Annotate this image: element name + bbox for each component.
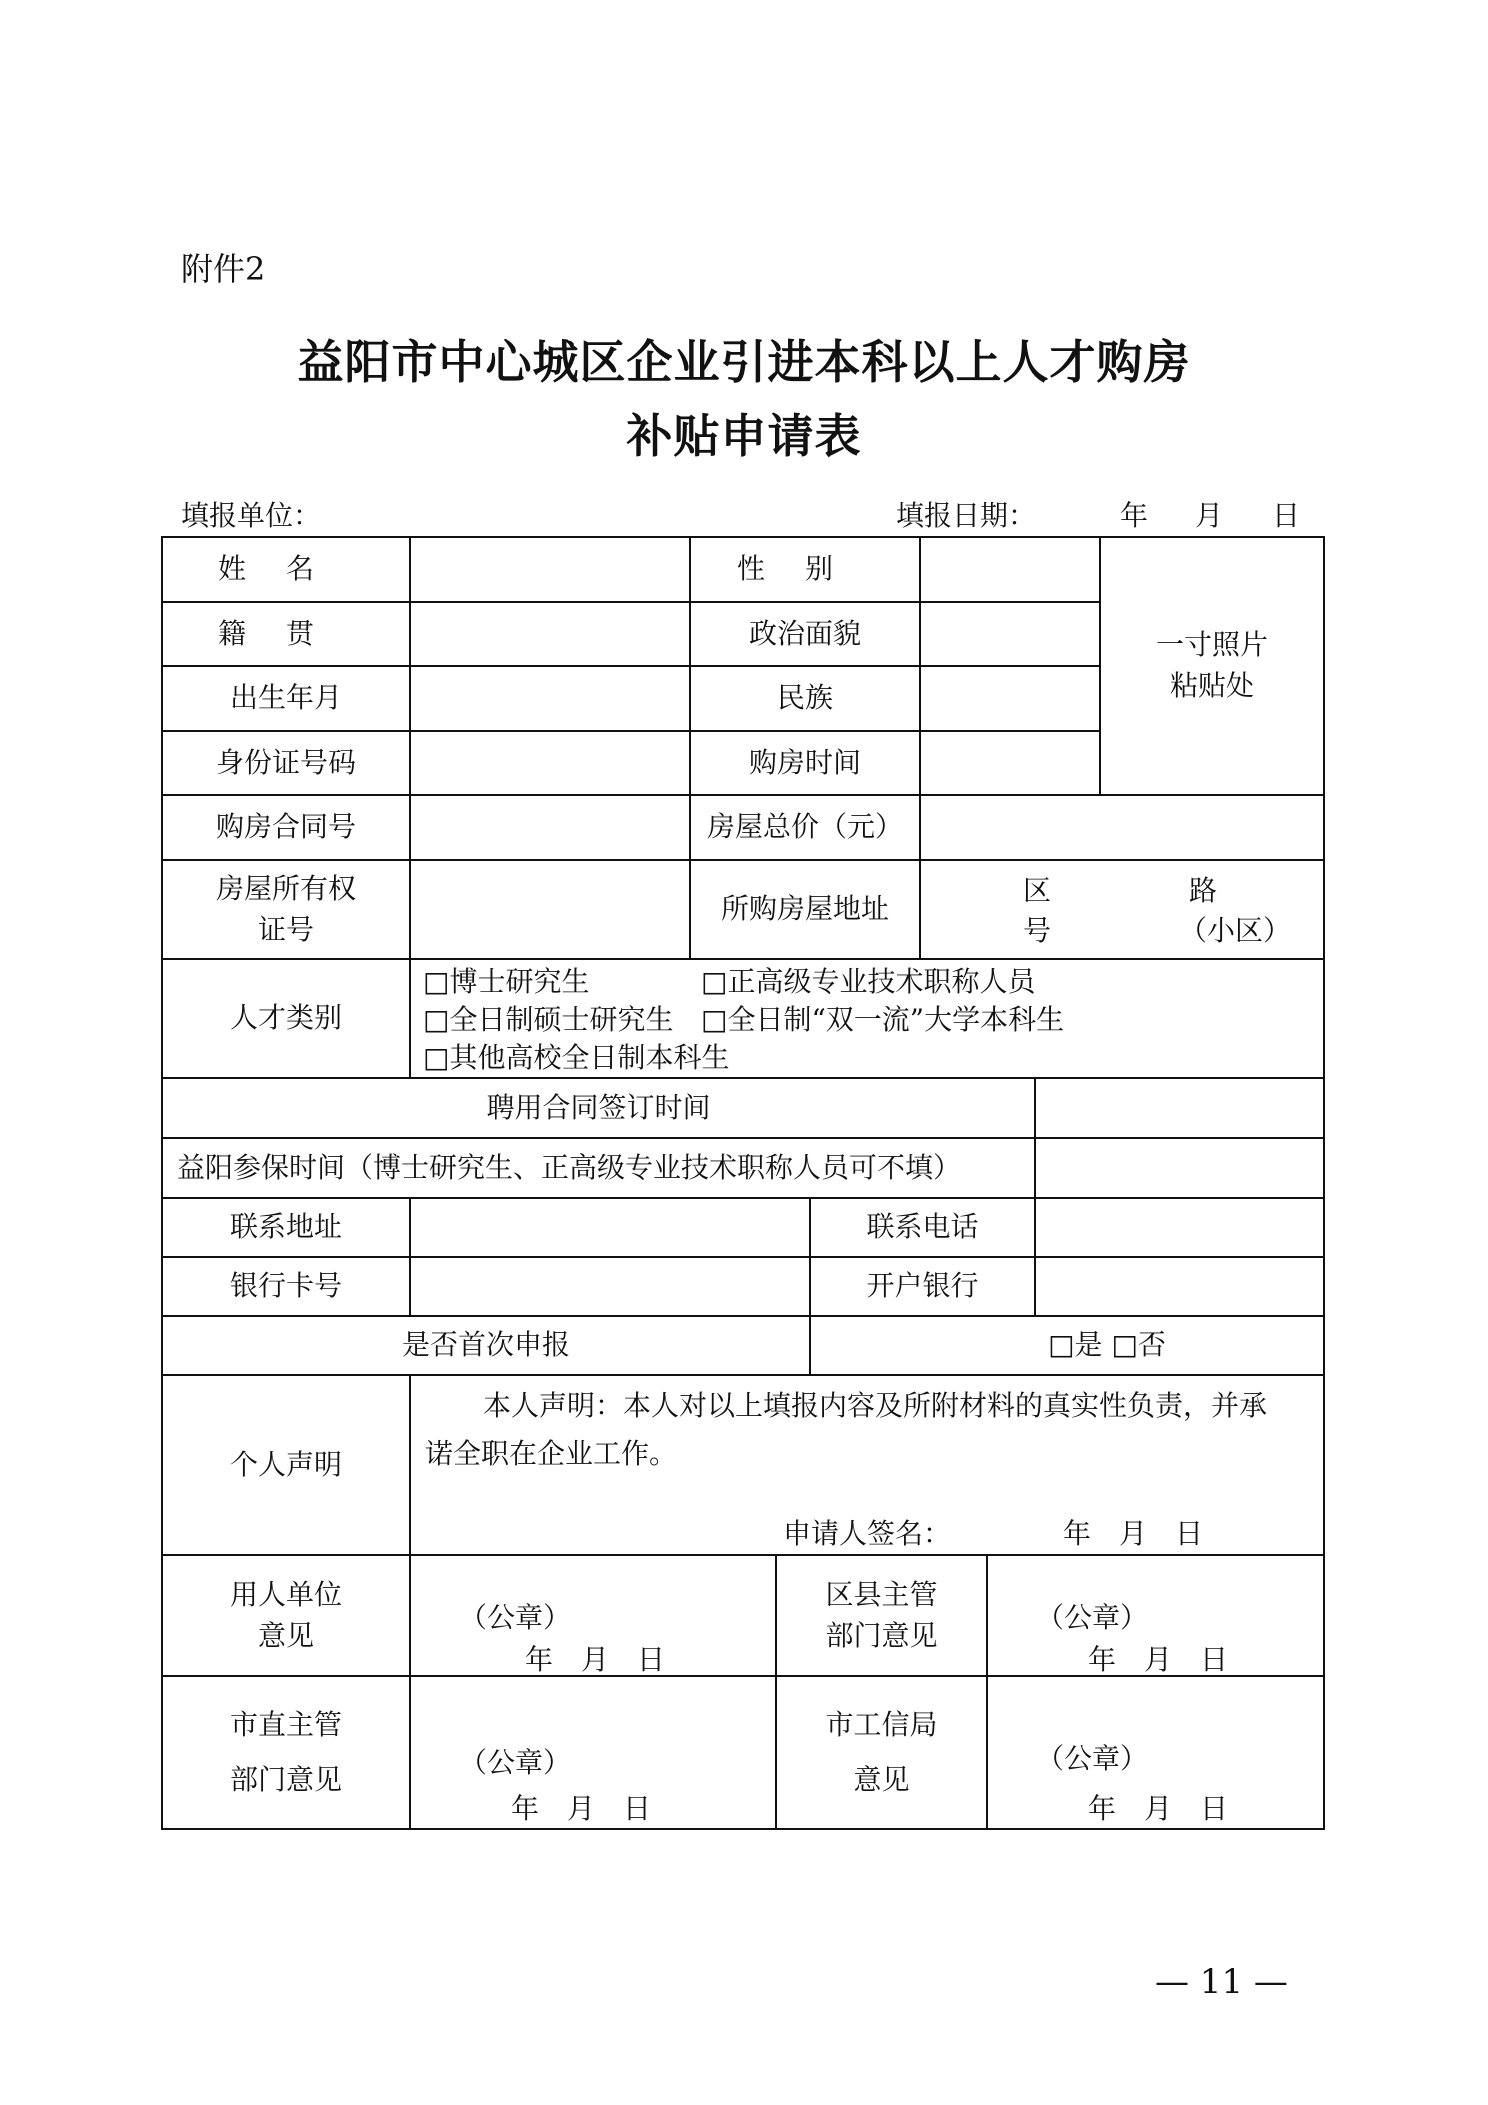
label-talent-type: 人才类别 bbox=[161, 958, 411, 1079]
seal-date: 年 月 日 bbox=[1088, 1792, 1229, 1825]
ownership-cert-field[interactable] bbox=[409, 859, 691, 960]
seal-date: 年 月 日 bbox=[525, 1643, 666, 1676]
declaration-cell bbox=[409, 1374, 1325, 1556]
label-contact-address: 联系地址 bbox=[161, 1197, 411, 1258]
contact-address-field[interactable] bbox=[409, 1197, 811, 1258]
county-opinion-field[interactable] bbox=[986, 1554, 1325, 1677]
label-employer-opinion: 用人单位 意见 bbox=[161, 1554, 411, 1677]
gender-field[interactable] bbox=[919, 536, 1101, 603]
seal-label: （公章） bbox=[1036, 1601, 1149, 1634]
seal-label: （公章） bbox=[459, 1746, 572, 1779]
contract-no-field[interactable] bbox=[409, 794, 691, 861]
label-miit-opinion: 市工信局 意见 bbox=[775, 1675, 988, 1830]
total-price-field[interactable] bbox=[919, 794, 1325, 861]
label-purchase-time: 购房时间 bbox=[689, 730, 921, 796]
label-total-price: 房屋总价（元） bbox=[689, 794, 921, 861]
insurance-date-field[interactable] bbox=[1034, 1137, 1325, 1199]
fill-unit-label: 填报单位： bbox=[181, 499, 322, 532]
label-house-address: 所购房屋地址 bbox=[689, 859, 921, 960]
declaration-text-1: 本人声明：本人对以上填报内容及所附材料的真实性负责，并承 bbox=[483, 1389, 1268, 1422]
label-native: 籍贯 bbox=[161, 601, 411, 667]
label-id: 身份证号码 bbox=[161, 730, 411, 796]
talent-type-options bbox=[409, 958, 1325, 1079]
fill-month: 月 bbox=[1195, 499, 1224, 532]
declaration-text-2: 诺全职在企业工作。 bbox=[425, 1437, 678, 1470]
id-field[interactable] bbox=[409, 730, 691, 796]
label-first-apply: 是否首次申报 bbox=[161, 1315, 811, 1376]
option-master[interactable]: □全日制硕士研究生 bbox=[423, 1003, 674, 1036]
label-employment-date: 聘用合同签订时间 bbox=[161, 1077, 1036, 1139]
fill-date-label: 填报日期： bbox=[896, 499, 1037, 532]
option-double-first-class[interactable]: □全日制“双一流”大学本科生 bbox=[701, 1003, 1065, 1036]
label-city-dept-opinion: 市直主管 部门意见 bbox=[161, 1675, 411, 1830]
ethnic-field[interactable] bbox=[919, 665, 1101, 732]
house-address-field[interactable] bbox=[919, 859, 1325, 960]
label-name: 姓名 bbox=[161, 536, 411, 603]
label-county-opinion: 区县主管 部门意见 bbox=[775, 1554, 988, 1677]
option-other-bachelor[interactable]: □其他高校全日制本科生 bbox=[423, 1041, 730, 1074]
option-phd[interactable]: □博士研究生 bbox=[423, 965, 590, 998]
title-line-2: 补贴申请表 bbox=[626, 409, 862, 463]
city-dept-opinion-field[interactable] bbox=[409, 1675, 777, 1830]
district-label: 区 bbox=[1023, 874, 1052, 907]
employer-opinion-field[interactable] bbox=[409, 1554, 777, 1677]
seal-label: （公章） bbox=[459, 1601, 572, 1634]
number-label: 号 bbox=[1023, 914, 1052, 947]
label-insurance-date: 益阳参保时间（博士研究生、正高级专业技术职称人员可不填） bbox=[161, 1137, 1036, 1199]
signature-date: 年 月 日 bbox=[1063, 1517, 1204, 1550]
native-field[interactable] bbox=[409, 601, 691, 667]
fill-day: 日 bbox=[1272, 499, 1301, 532]
signature-label[interactable]: 申请人签名： bbox=[783, 1517, 952, 1550]
purchase-time-field[interactable] bbox=[919, 730, 1101, 796]
name-field[interactable] bbox=[409, 536, 691, 603]
phone-field[interactable] bbox=[1034, 1197, 1325, 1258]
attachment-label: 附件2 bbox=[181, 250, 266, 288]
fill-year: 年 bbox=[1120, 499, 1149, 532]
bank-card-field[interactable] bbox=[409, 1256, 811, 1317]
bank-field[interactable] bbox=[1034, 1256, 1325, 1317]
label-bank: 开户银行 bbox=[809, 1256, 1036, 1317]
label-contract-no: 购房合同号 bbox=[161, 794, 411, 861]
seal-date: 年 月 日 bbox=[1088, 1643, 1229, 1676]
seal-label: （公章） bbox=[1036, 1742, 1149, 1775]
page-number: — 11 — bbox=[1155, 1962, 1288, 2002]
label-bank-card: 银行卡号 bbox=[161, 1256, 411, 1317]
label-declaration: 个人声明 bbox=[161, 1374, 411, 1556]
road-label: 路 bbox=[1189, 874, 1218, 907]
political-field[interactable] bbox=[919, 601, 1101, 667]
employment-date-field[interactable] bbox=[1034, 1077, 1325, 1139]
photo-area: 一寸照片 粘贴处 bbox=[1099, 536, 1325, 796]
label-phone: 联系电话 bbox=[809, 1197, 1036, 1258]
seal-date: 年 月 日 bbox=[511, 1792, 652, 1825]
label-ownership-cert: 房屋所有权 证号 bbox=[161, 859, 411, 960]
birth-field[interactable] bbox=[409, 665, 691, 732]
label-ethnic: 民族 bbox=[689, 665, 921, 732]
title-line-1: 益阳市中心城区企业引进本科以上人才购房 bbox=[297, 335, 1191, 389]
label-political: 政治面貌 bbox=[689, 601, 921, 667]
label-gender: 性别 bbox=[689, 536, 921, 603]
first-apply-options[interactable]: □是 □否 bbox=[809, 1315, 1325, 1376]
community-label: （小区） bbox=[1179, 914, 1292, 947]
option-senior-title[interactable]: □正高级专业技术职称人员 bbox=[701, 965, 1036, 998]
label-birth: 出生年月 bbox=[161, 665, 411, 732]
miit-opinion-field[interactable] bbox=[986, 1675, 1325, 1830]
